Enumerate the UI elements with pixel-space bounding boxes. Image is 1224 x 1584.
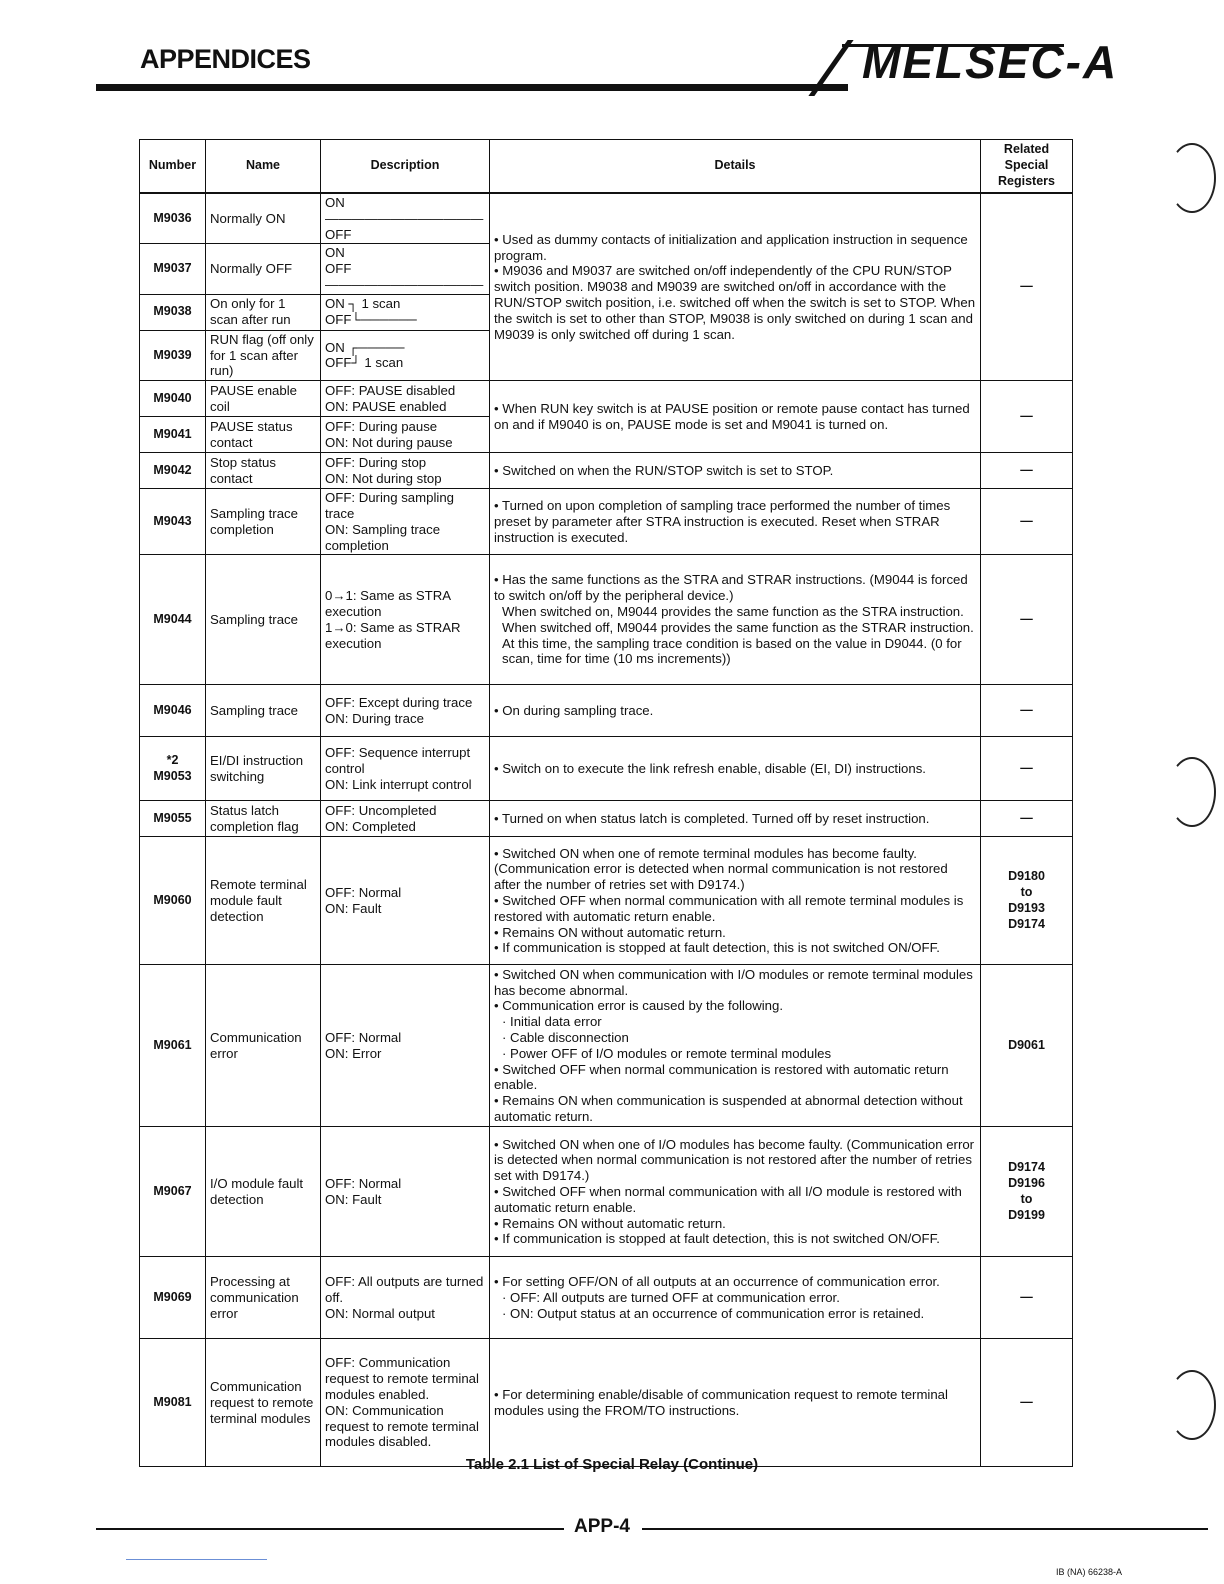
relay-description	[321, 294, 490, 330]
details-line: • Remains ON without automatic return.	[494, 924, 726, 940]
relay-number: M9060	[140, 837, 206, 965]
details-line: At this time, the sampling trace condition is based on the value in D9044. (0 for scan, time for time (10 ms increments))	[502, 635, 966, 667]
relay-number: M9067	[140, 1127, 206, 1257]
relay-details	[490, 555, 981, 685]
related-registers	[981, 965, 1073, 1127]
register-value: D9174	[1008, 1160, 1045, 1175]
description-line: ON: Error	[325, 1045, 382, 1061]
register-value: D9180	[1008, 869, 1045, 884]
punch-hole-mark	[1168, 757, 1216, 827]
details-line: • Switched ON when communication with I/O modules or remote terminal modules has become abnormal.	[494, 966, 977, 998]
details-line: • Used as dummy contacts of initialization and application instruction in sequence program.	[494, 231, 972, 263]
description-line: ON: PAUSE enabled	[325, 398, 447, 414]
table-row	[140, 489, 1073, 555]
relay-number: M9081	[140, 1339, 206, 1467]
relay-name: PAUSE status contact	[206, 417, 321, 453]
header-rule	[96, 84, 848, 91]
details-line: · ON: Output status at an occurrence of communication error is retained.	[502, 1305, 925, 1321]
description-line: 0→1: Same as STRA execution	[325, 588, 455, 620]
relay-description	[321, 965, 490, 1127]
relay-number: M9036	[140, 193, 206, 244]
relay-number: M9038	[140, 294, 206, 330]
related-registers	[981, 193, 1073, 381]
punch-hole-mark	[1168, 143, 1216, 213]
details-line: • When RUN key switch is at PAUSE position or remote pause contact has turned on and if M9040 is on, PAUSE mode is set and M9041 is turned on.	[494, 400, 974, 432]
description-line: OFF: During stop	[325, 454, 427, 470]
relay-description	[321, 737, 490, 801]
description-line: ON: Completed	[325, 818, 416, 834]
register-value: D9196	[1008, 1176, 1045, 1191]
relay-number: M9043	[140, 489, 206, 555]
register-value: —	[1020, 462, 1033, 477]
col-header-name: Name	[206, 140, 321, 194]
relay-description	[321, 330, 490, 380]
relay-name: Sampling trace	[206, 555, 321, 685]
description-line: OFF: During sampling trace	[325, 490, 458, 521]
details-line: • Switched on when the RUN/STOP switch is set to STOP.	[494, 462, 834, 478]
table-row	[140, 965, 1073, 1127]
relay-number: M9055	[140, 801, 206, 837]
register-value: —	[1020, 702, 1033, 717]
footer-rule-right	[642, 1528, 1208, 1530]
relay-description	[321, 453, 490, 489]
table-body	[140, 193, 1073, 1467]
relay-description	[321, 489, 490, 555]
table-caption: Table 2.1 List of Special Relay (Continue)	[465, 1456, 759, 1473]
related-registers	[981, 801, 1073, 837]
details-line: • Switched OFF when normal communication with all I/O module is restored with automatic return enable.	[494, 1183, 966, 1215]
description-line: ON: Fault	[325, 1191, 382, 1207]
relay-number: M9042	[140, 453, 206, 489]
register-value: D9193	[1008, 900, 1045, 915]
relay-details	[490, 1257, 981, 1339]
footer-rule-left	[96, 1528, 564, 1530]
relay-name: PAUSE enable coil	[206, 381, 321, 417]
register-value: to	[1020, 1191, 1033, 1206]
description-line: OFF: Sequence interrupt control	[325, 745, 474, 776]
description-line: OFF: Normal	[325, 1030, 402, 1046]
relay-description	[321, 1339, 490, 1467]
related-registers	[981, 453, 1073, 489]
table-row	[140, 737, 1073, 801]
details-line: · Initial data error	[502, 1014, 602, 1030]
relay-description	[321, 1257, 490, 1339]
details-line: • Turned on when status latch is completed. Turned off by reset instruction.	[494, 810, 930, 826]
relay-name: Status latch completion flag	[206, 801, 321, 837]
document-code: IB (NA) 66238-A	[1056, 1567, 1123, 1577]
page-number: APP-4	[574, 1516, 630, 1537]
register-value: —	[1020, 611, 1033, 626]
relay-details	[490, 381, 981, 453]
relay-number: M9039	[140, 330, 206, 380]
register-value: —	[1020, 1289, 1033, 1304]
relay-details	[490, 965, 981, 1127]
relay-number: M9069	[140, 1257, 206, 1339]
relay-details	[490, 489, 981, 555]
description-line: OFF: During pause	[325, 418, 438, 434]
related-registers	[981, 1127, 1073, 1257]
relay-details	[490, 737, 981, 801]
details-line: • Switched ON when one of remote terminal modules has become faulty. (Communication error is detected when normal communication is not restored after the number of retries set with D9174.)	[494, 845, 952, 893]
related-registers	[981, 837, 1073, 965]
details-line: • Switched ON when one of I/O modules has become faulty. (Communication error is detected when normal communication is not restored after the number of retries set with D9174.)	[494, 1136, 978, 1184]
description-line: OFF	[325, 226, 352, 242]
col-header-description: Description	[321, 140, 490, 194]
relay-number: M9041	[140, 417, 206, 453]
table-row	[140, 381, 1073, 417]
relay-name: EI/DI instruction switching	[206, 737, 321, 801]
relay-number: M9040	[140, 381, 206, 417]
relay-number: *2 M9053	[140, 737, 206, 801]
details-line: • Communication error is caused by the following.	[494, 998, 784, 1014]
description-line: ON	[325, 245, 345, 261]
description-line: OFF┘ 1 scan	[325, 355, 404, 371]
related-registers	[981, 381, 1073, 453]
description-line: ON ————————————	[325, 195, 484, 226]
description-line: OFF└──────	[325, 312, 417, 328]
table-row	[140, 453, 1073, 489]
register-value: to	[1020, 885, 1033, 900]
table-row	[140, 1257, 1073, 1339]
related-registers	[981, 737, 1073, 801]
details-line: • Remains ON without automatic return.	[494, 1215, 726, 1231]
details-line: • For setting OFF/ON of all outputs at an occurrence of communication error.	[494, 1274, 940, 1290]
description-line: ON ┌─────	[325, 339, 405, 355]
details-line: • If communication is stopped at fault detection, this is not switched ON/OFF.	[494, 940, 940, 956]
description-line: ON: Sampling trace completion	[325, 521, 444, 553]
register-value: —	[1020, 810, 1033, 825]
relay-name: Communication request to remote terminal modules	[206, 1339, 321, 1467]
related-registers	[981, 489, 1073, 555]
relay-description	[321, 244, 490, 294]
related-registers	[981, 1339, 1073, 1467]
related-registers	[981, 685, 1073, 737]
relay-details	[490, 837, 981, 965]
details-line: • Switched OFF when normal communication with all remote terminal modules is restored with automatic return enable.	[494, 892, 967, 924]
relay-description	[321, 801, 490, 837]
relay-name: Normally ON	[206, 193, 321, 244]
register-value: D9174	[1008, 916, 1045, 931]
relay-description	[321, 381, 490, 417]
description-line: OFF: Uncompleted	[325, 803, 437, 819]
relay-name: Stop status contact	[206, 453, 321, 489]
details-line: When switched off, M9044 provides the same function as the STRAR instruction.	[502, 619, 974, 635]
description-line: OFF: PAUSE disabled	[325, 382, 456, 398]
relay-name: Communication error	[206, 965, 321, 1127]
special-relay-table	[139, 139, 1073, 1467]
details-line: · OFF: All outputs are turned OFF at communication error.	[502, 1289, 840, 1305]
relay-description	[321, 837, 490, 965]
details-line: • Switch on to execute the link refresh enable, disable (EI, DI) instructions.	[494, 760, 926, 776]
relay-description	[321, 1127, 490, 1257]
relay-details	[490, 453, 981, 489]
register-value: —	[1020, 279, 1033, 294]
details-line: • If communication is stopped at fault detection, this is not switched ON/OFF.	[494, 1231, 940, 1247]
col-header-number: Number	[140, 140, 206, 194]
relay-description	[321, 193, 490, 244]
register-value: —	[1020, 408, 1033, 423]
description-line: ON: Link interrupt control	[325, 776, 472, 792]
details-line: • Turned on upon completion of sampling trace performed the number of times preset by parameter after STRA instruction is executed. Reset when STRAR instruction is executed.	[494, 498, 954, 545]
description-line: ON: Not during stop	[325, 470, 442, 486]
details-line: • Switched OFF when normal communication is restored with automatic return enable.	[494, 1061, 953, 1093]
relay-number: M9061	[140, 965, 206, 1127]
relay-number: M9037	[140, 244, 206, 294]
col-header-details: Details	[490, 140, 981, 194]
table-row	[140, 801, 1073, 837]
description-line: OFF ————————————	[325, 261, 484, 292]
register-value: —	[1020, 1394, 1033, 1409]
punch-hole-mark	[1168, 1370, 1216, 1440]
table-row	[140, 555, 1073, 685]
description-line: 1→0: Same as STRAR execution	[325, 619, 465, 651]
register-value: —	[1020, 760, 1033, 775]
relay-description	[321, 685, 490, 737]
relay-name: Processing at communication error	[206, 1257, 321, 1339]
relay-details	[490, 1339, 981, 1467]
brand-logo: MELSEC-A	[862, 36, 1119, 88]
relay-description	[321, 417, 490, 453]
details-line: · Power OFF of I/O modules or remote terminal modules	[502, 1045, 832, 1061]
relay-name: Normally OFF	[206, 244, 321, 294]
description-line: ON: Not during pause	[325, 434, 453, 450]
description-line: OFF: Normal	[325, 1176, 402, 1192]
description-line: OFF: All outputs are turned off.	[325, 1274, 487, 1305]
relay-name: Sampling trace	[206, 685, 321, 737]
page-header-title: APPENDICES	[140, 44, 311, 74]
relay-number: M9046	[140, 685, 206, 737]
details-line: • Has the same functions as the STRA and STRAR instructions. (M9044 is forced to switch on/off by the peripheral device.)	[494, 572, 972, 604]
description-line: OFF: Except during trace	[325, 695, 473, 711]
description-line: OFF: Communication request to remote terminal modules enabled.	[325, 1355, 483, 1403]
details-line: • M9036 and M9037 are switched on/off independently of the CPU RUN/STOP switch position. M9038 and M9039 are switched on/off in accordance with the RUN/STOP switch position, i.e. switched off when the switch is set to STOP. When the switch is set to other than STOP, M9038 is only switched on during 1 scan and M9039 is only switched off during 1 scan.	[494, 263, 979, 342]
related-registers	[981, 1257, 1073, 1339]
relay-name: Sampling trace completion	[206, 489, 321, 555]
relay-name: On only for 1 scan after run	[206, 294, 321, 330]
relay-details	[490, 685, 981, 737]
footer-blue-line	[126, 1559, 267, 1560]
description-line: ON ┐ 1 scan	[325, 296, 401, 312]
relay-description	[321, 555, 490, 685]
table-row	[140, 685, 1073, 737]
register-value: —	[1020, 513, 1033, 528]
table-row	[140, 1339, 1073, 1467]
relay-number: M9044	[140, 555, 206, 685]
relay-name: I/O module fault detection	[206, 1127, 321, 1257]
table-row	[140, 193, 1073, 244]
register-value: D9199	[1008, 1207, 1045, 1222]
table-row	[140, 837, 1073, 965]
details-line: When switched on, M9044 provides the same function as the STRA instruction.	[502, 604, 964, 620]
relay-details	[490, 801, 981, 837]
description-line: ON: Fault	[325, 900, 382, 916]
relay-name: RUN flag (off only for 1 scan after run)	[206, 330, 321, 380]
relay-details	[490, 1127, 981, 1257]
relay-details	[490, 193, 981, 381]
description-line: OFF: Normal	[325, 885, 402, 901]
description-line: ON: Normal output	[325, 1305, 435, 1321]
details-line: · Cable disconnection	[502, 1030, 629, 1046]
table-row	[140, 1127, 1073, 1257]
details-line: • For determining enable/disable of communication request to remote terminal modules using the FROM/TO instructions.	[494, 1387, 952, 1418]
table-header-row	[140, 140, 1073, 194]
description-line: ON: Communication request to remote terminal modules disabled.	[325, 1402, 483, 1450]
col-header-registers: Related Special Registers	[981, 140, 1073, 194]
description-line: ON: During trace	[325, 710, 424, 726]
details-line: • Remains ON when communication is suspended at abnormal detection without automatic return.	[494, 1093, 967, 1125]
related-registers	[981, 555, 1073, 685]
details-line: • On during sampling trace.	[494, 702, 654, 718]
register-value: D9061	[1008, 1037, 1045, 1052]
relay-name: Remote terminal module fault detection	[206, 837, 321, 965]
